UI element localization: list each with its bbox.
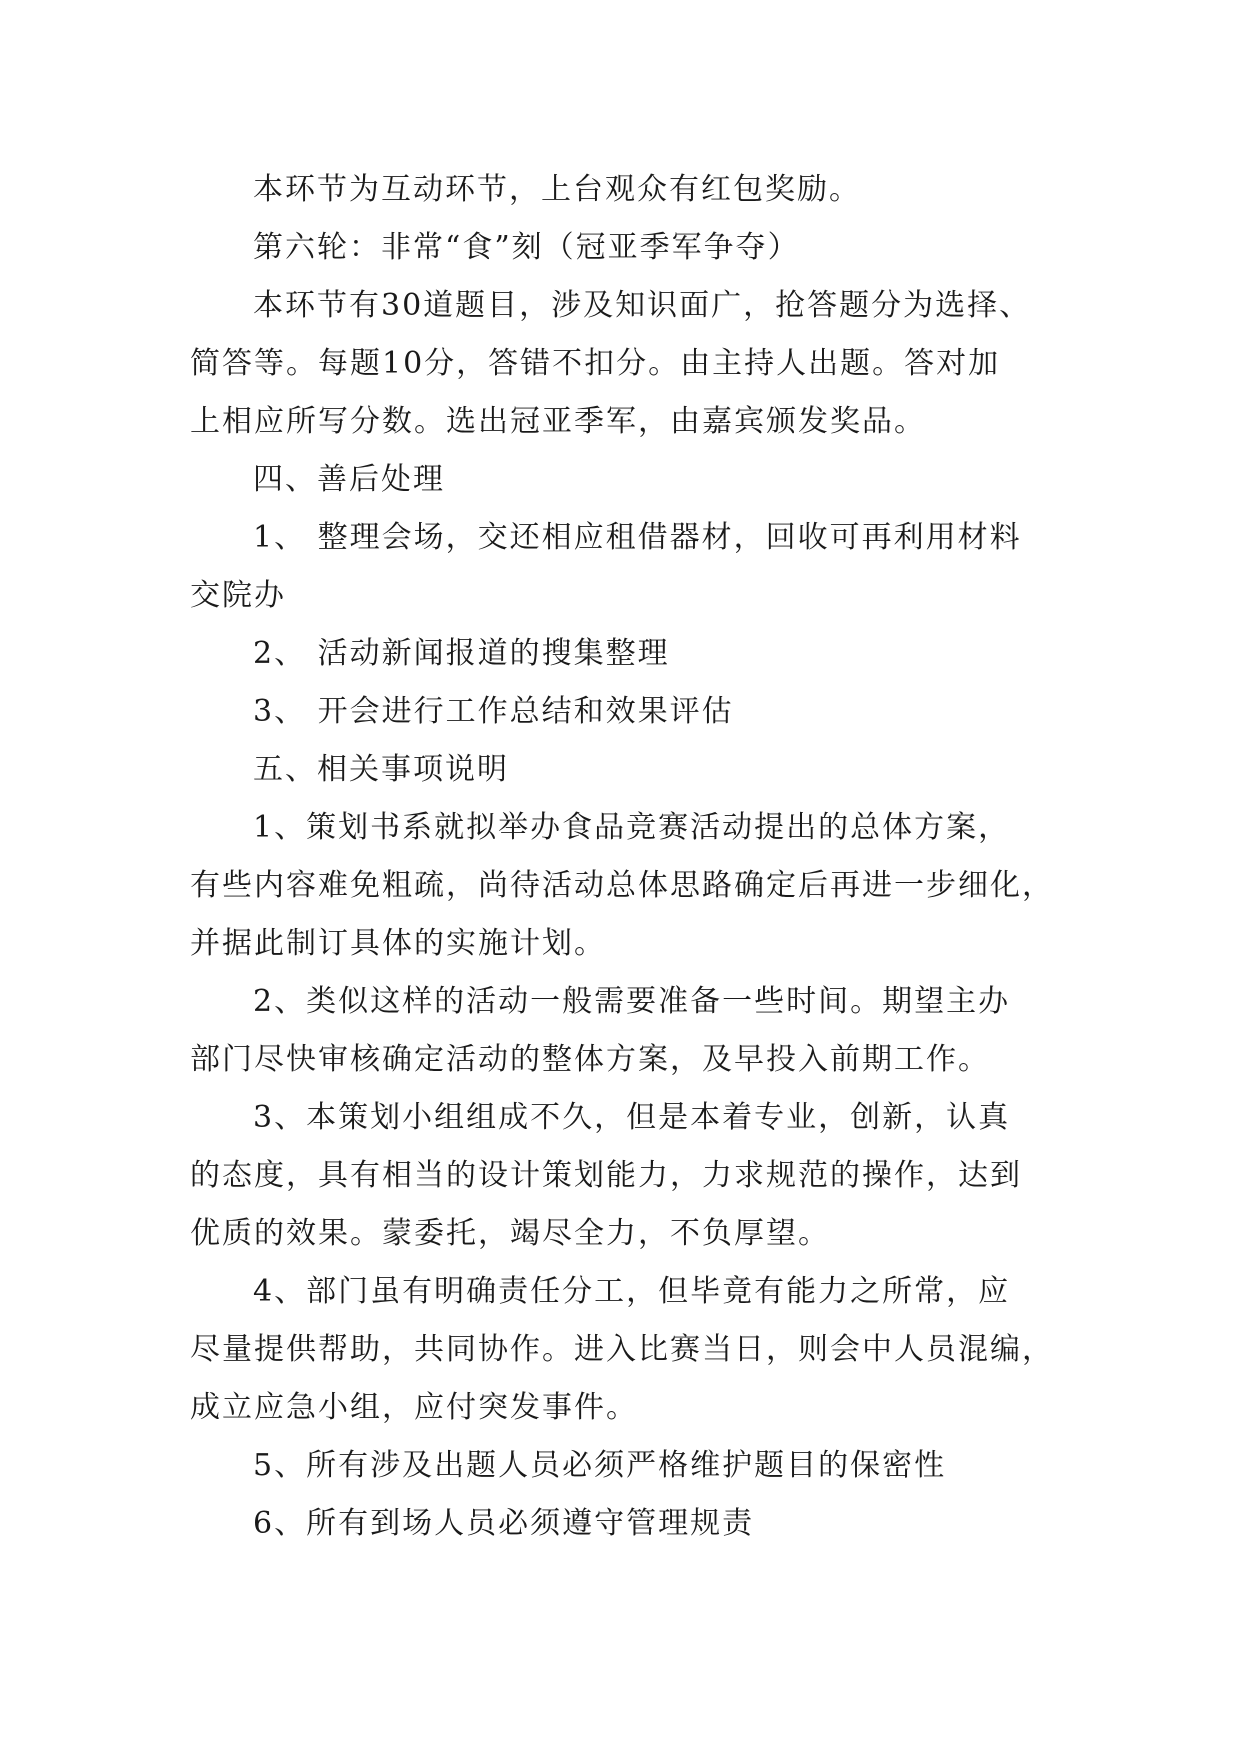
paragraph-line: 本环节有30道题目，涉及知识面广，抢答题分为选择、: [253, 288, 1032, 323]
list-item: 1、策划书系就拟举办食品竞赛活动提出的总体方案，: [253, 810, 1011, 845]
paragraph-line: 本环节为互动环节，上台观众有红包奖励。: [253, 172, 861, 207]
list-item-continuation: 并据此制订具体的实施计划。: [190, 926, 606, 961]
list-item: 1、 整理会场，交还相应租借器材，回收可再利用材料: [253, 520, 1022, 555]
list-item-continuation: 优质的效果。蒙委托，竭尽全力，不负厚望。: [190, 1216, 830, 1251]
list-item: 6、所有到场人员必须遵守管理规责: [253, 1506, 755, 1541]
list-item: 4、部门虽有明确责任分工，但毕竟有能力之所常，应: [253, 1274, 1011, 1309]
paragraph-line: 简答等。每题10分，答错不扣分。由主持人出题。答对加: [190, 346, 1001, 381]
list-item: 2、类似这样的活动一般需要准备一些时间。期望主办: [253, 984, 1011, 1019]
list-item-continuation: 成立应急小组，应付突发事件。: [190, 1390, 638, 1425]
round-six-heading: 第六轮：非常“食”刻（冠亚季军争夺）: [253, 230, 800, 265]
section-heading-aftermath: 四、善后处理: [253, 462, 445, 497]
list-item-continuation: 有些内容难免粗疏，尚待活动总体思路确定后再进一步细化，: [190, 868, 1054, 903]
section-heading-notes: 五、相关事项说明: [253, 752, 509, 787]
list-item: 5、所有涉及出题人员必须严格维护题目的保密性: [253, 1448, 947, 1483]
document-body: [190, 161, 1060, 1553]
list-item-continuation: 交院办: [190, 578, 286, 613]
list-item-continuation: 部门尽快审核确定活动的整体方案，及早投入前期工作。: [190, 1042, 990, 1077]
list-item-continuation: 的态度，具有相当的设计策划能力，力求规范的操作，达到: [190, 1158, 1022, 1193]
list-item-continuation: 尽量提供帮助，共同协作。进入比赛当日，则会中人员混编，: [190, 1332, 1054, 1367]
paragraph-line: 上相应所写分数。选出冠亚季军，由嘉宾颁发奖品。: [190, 404, 926, 439]
list-item: 3、本策划小组组成不久，但是本着专业，创新，认真: [253, 1100, 1011, 1135]
list-item: 3、 开会进行工作总结和效果评估: [253, 694, 734, 729]
list-item: 2、 活动新闻报道的搜集整理: [253, 636, 670, 671]
